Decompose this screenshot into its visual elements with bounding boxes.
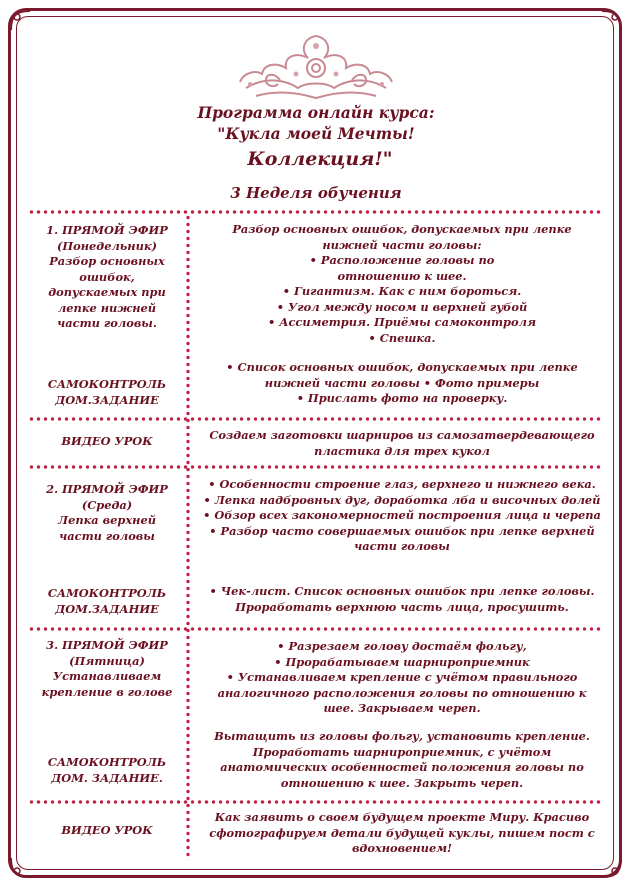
text-line: • Прислать фото на проверку.	[296, 391, 508, 405]
block-8-left	[30, 823, 184, 839]
text-line: нижней части головы:	[322, 237, 482, 252]
row-divider	[28, 417, 602, 421]
text-line: • Расположение головы по	[309, 253, 495, 267]
text-line: Проработать верхнюю часть лица, просушить.	[235, 599, 569, 614]
block-7-left	[30, 755, 184, 786]
block-2-right	[196, 360, 608, 407]
text-line: • Особенности строение глаз, верхнего и нижнего века.	[208, 477, 596, 491]
block-3-left	[30, 434, 184, 450]
corner-flourish-icon	[8, 8, 34, 34]
text-line: • Лепка надбровных дуг, доработка лба и височных долей	[203, 492, 601, 507]
text-line: ВИДЕО УРОК	[61, 434, 153, 448]
text-line: • Спешка.	[368, 330, 436, 345]
course-title-line3: Коллекция!"	[247, 148, 393, 170]
text-line: • Устанавливаем крепление с учётом правильного	[226, 670, 578, 684]
text-line: части головы	[59, 528, 155, 543]
text-line: ДОМ.ЗАДАНИЕ	[55, 392, 159, 407]
text-line: части головы.	[57, 316, 157, 330]
text-line: • Разбор часто совершаемых ошибок при лепке верхней	[209, 523, 595, 538]
block-4-left	[30, 482, 184, 544]
text-line: САМОКОНТРОЛЬ	[47, 586, 167, 600]
row-divider	[28, 800, 602, 804]
text-line: Создаем заготовки шарниров из самозатвердевающего	[209, 428, 595, 442]
text-line: ошибок,	[79, 269, 135, 284]
text-line: шее. Закрываем череп.	[323, 701, 481, 715]
text-line: нижней части головы • Фото примеры	[264, 375, 540, 390]
row-divider	[28, 210, 602, 214]
text-line: Устанавливаем	[52, 669, 162, 683]
text-line: (Среда)	[81, 497, 133, 512]
block-4-right	[196, 477, 608, 555]
text-line: сфотографируем детали будущей куклы, пишем пост с	[209, 825, 595, 840]
text-line: ДОМ.ЗАДАНИЕ	[55, 601, 159, 616]
course-title-line2: "Кукла моей Мечты!	[217, 124, 415, 143]
block-6-right	[196, 639, 608, 717]
text-line: 1. ПРЯМОЙ ЭФИР	[46, 223, 168, 237]
block-3-right	[196, 428, 608, 459]
text-line: части головы	[354, 539, 450, 553]
text-line: пластика для трех кукол	[314, 443, 490, 458]
text-line: • Гигантизм. Как с ним бороться.	[282, 284, 522, 298]
text-line: аналогичного расположения головы по отношению к	[217, 685, 587, 700]
course-title-line1: Программа онлайн курса:	[197, 103, 435, 122]
text-line: • Разрезаем голову достаём фольгу,	[277, 639, 527, 653]
text-line: Вытащить из головы фольгу, установить крепление.	[214, 729, 590, 743]
text-line: • Угол между носом и верхней губой	[276, 299, 528, 314]
text-line: Лепка верхней	[58, 513, 156, 527]
text-line: • Обзор всех закономерностей построения лица и черепа	[203, 508, 601, 522]
text-line: САМОКОНТРОЛЬ	[47, 755, 167, 769]
block-2-left	[30, 377, 184, 408]
row-divider	[28, 627, 602, 631]
text-line: (Пятница)	[69, 653, 145, 668]
text-line: отношению к шее.	[337, 268, 467, 283]
ornament-icon	[226, 28, 406, 106]
text-line: • Ассиметрия. Приёмы самоконтроля	[267, 315, 537, 329]
text-line: допускаемых при	[48, 285, 166, 299]
text-line: анатомических особенностей положения головы по	[220, 760, 584, 774]
text-line: лепке нижней	[57, 300, 157, 315]
week-title: 3 Неделя обучения	[230, 184, 402, 202]
text-line: • Список основных ошибок, допускаемых при лепке	[226, 360, 578, 374]
row-divider	[28, 465, 602, 469]
block-1-right	[196, 222, 608, 346]
text-line: отношению к шее. Закрыть череп.	[280, 775, 524, 790]
text-line: Разбор основных	[49, 254, 165, 268]
text-line: Разбор основных ошибок, допускаемых при лепке	[232, 222, 572, 236]
column-divider	[186, 214, 190, 860]
text-line: 2. ПРЯМОЙ ЭФИР	[46, 482, 168, 496]
text-line: САМОКОНТРОЛЬ	[47, 377, 167, 391]
text-line: ДОМ. ЗАДАНИЕ.	[51, 770, 163, 785]
text-line: Проработать шарнироприемник, с учётом	[252, 744, 552, 759]
block-1-left	[30, 223, 184, 332]
block-5-right	[196, 584, 608, 615]
block-5-left	[30, 586, 184, 617]
text-line: ВИДЕО УРОК	[61, 823, 153, 837]
text-line: крепление в голове	[41, 684, 173, 699]
text-line: (Понедельник)	[56, 238, 157, 253]
corner-flourish-icon	[8, 854, 34, 880]
text-line: вдохновением!	[351, 841, 453, 855]
block-7-right	[196, 729, 608, 791]
text-line: • Прорабатываем шарнироприемник	[274, 654, 530, 669]
text-line: Как заявить о своем будущем проекте Миру. Красиво	[214, 810, 590, 824]
corner-flourish-icon	[598, 854, 624, 880]
text-line: • Чек-лист. Список основных ошибок при лепке головы.	[209, 584, 595, 598]
block-6-left	[30, 638, 184, 700]
block-8-right	[196, 810, 608, 857]
text-line: 3. ПРЯМОЙ ЭФИР	[46, 638, 168, 652]
corner-flourish-icon	[598, 8, 624, 34]
